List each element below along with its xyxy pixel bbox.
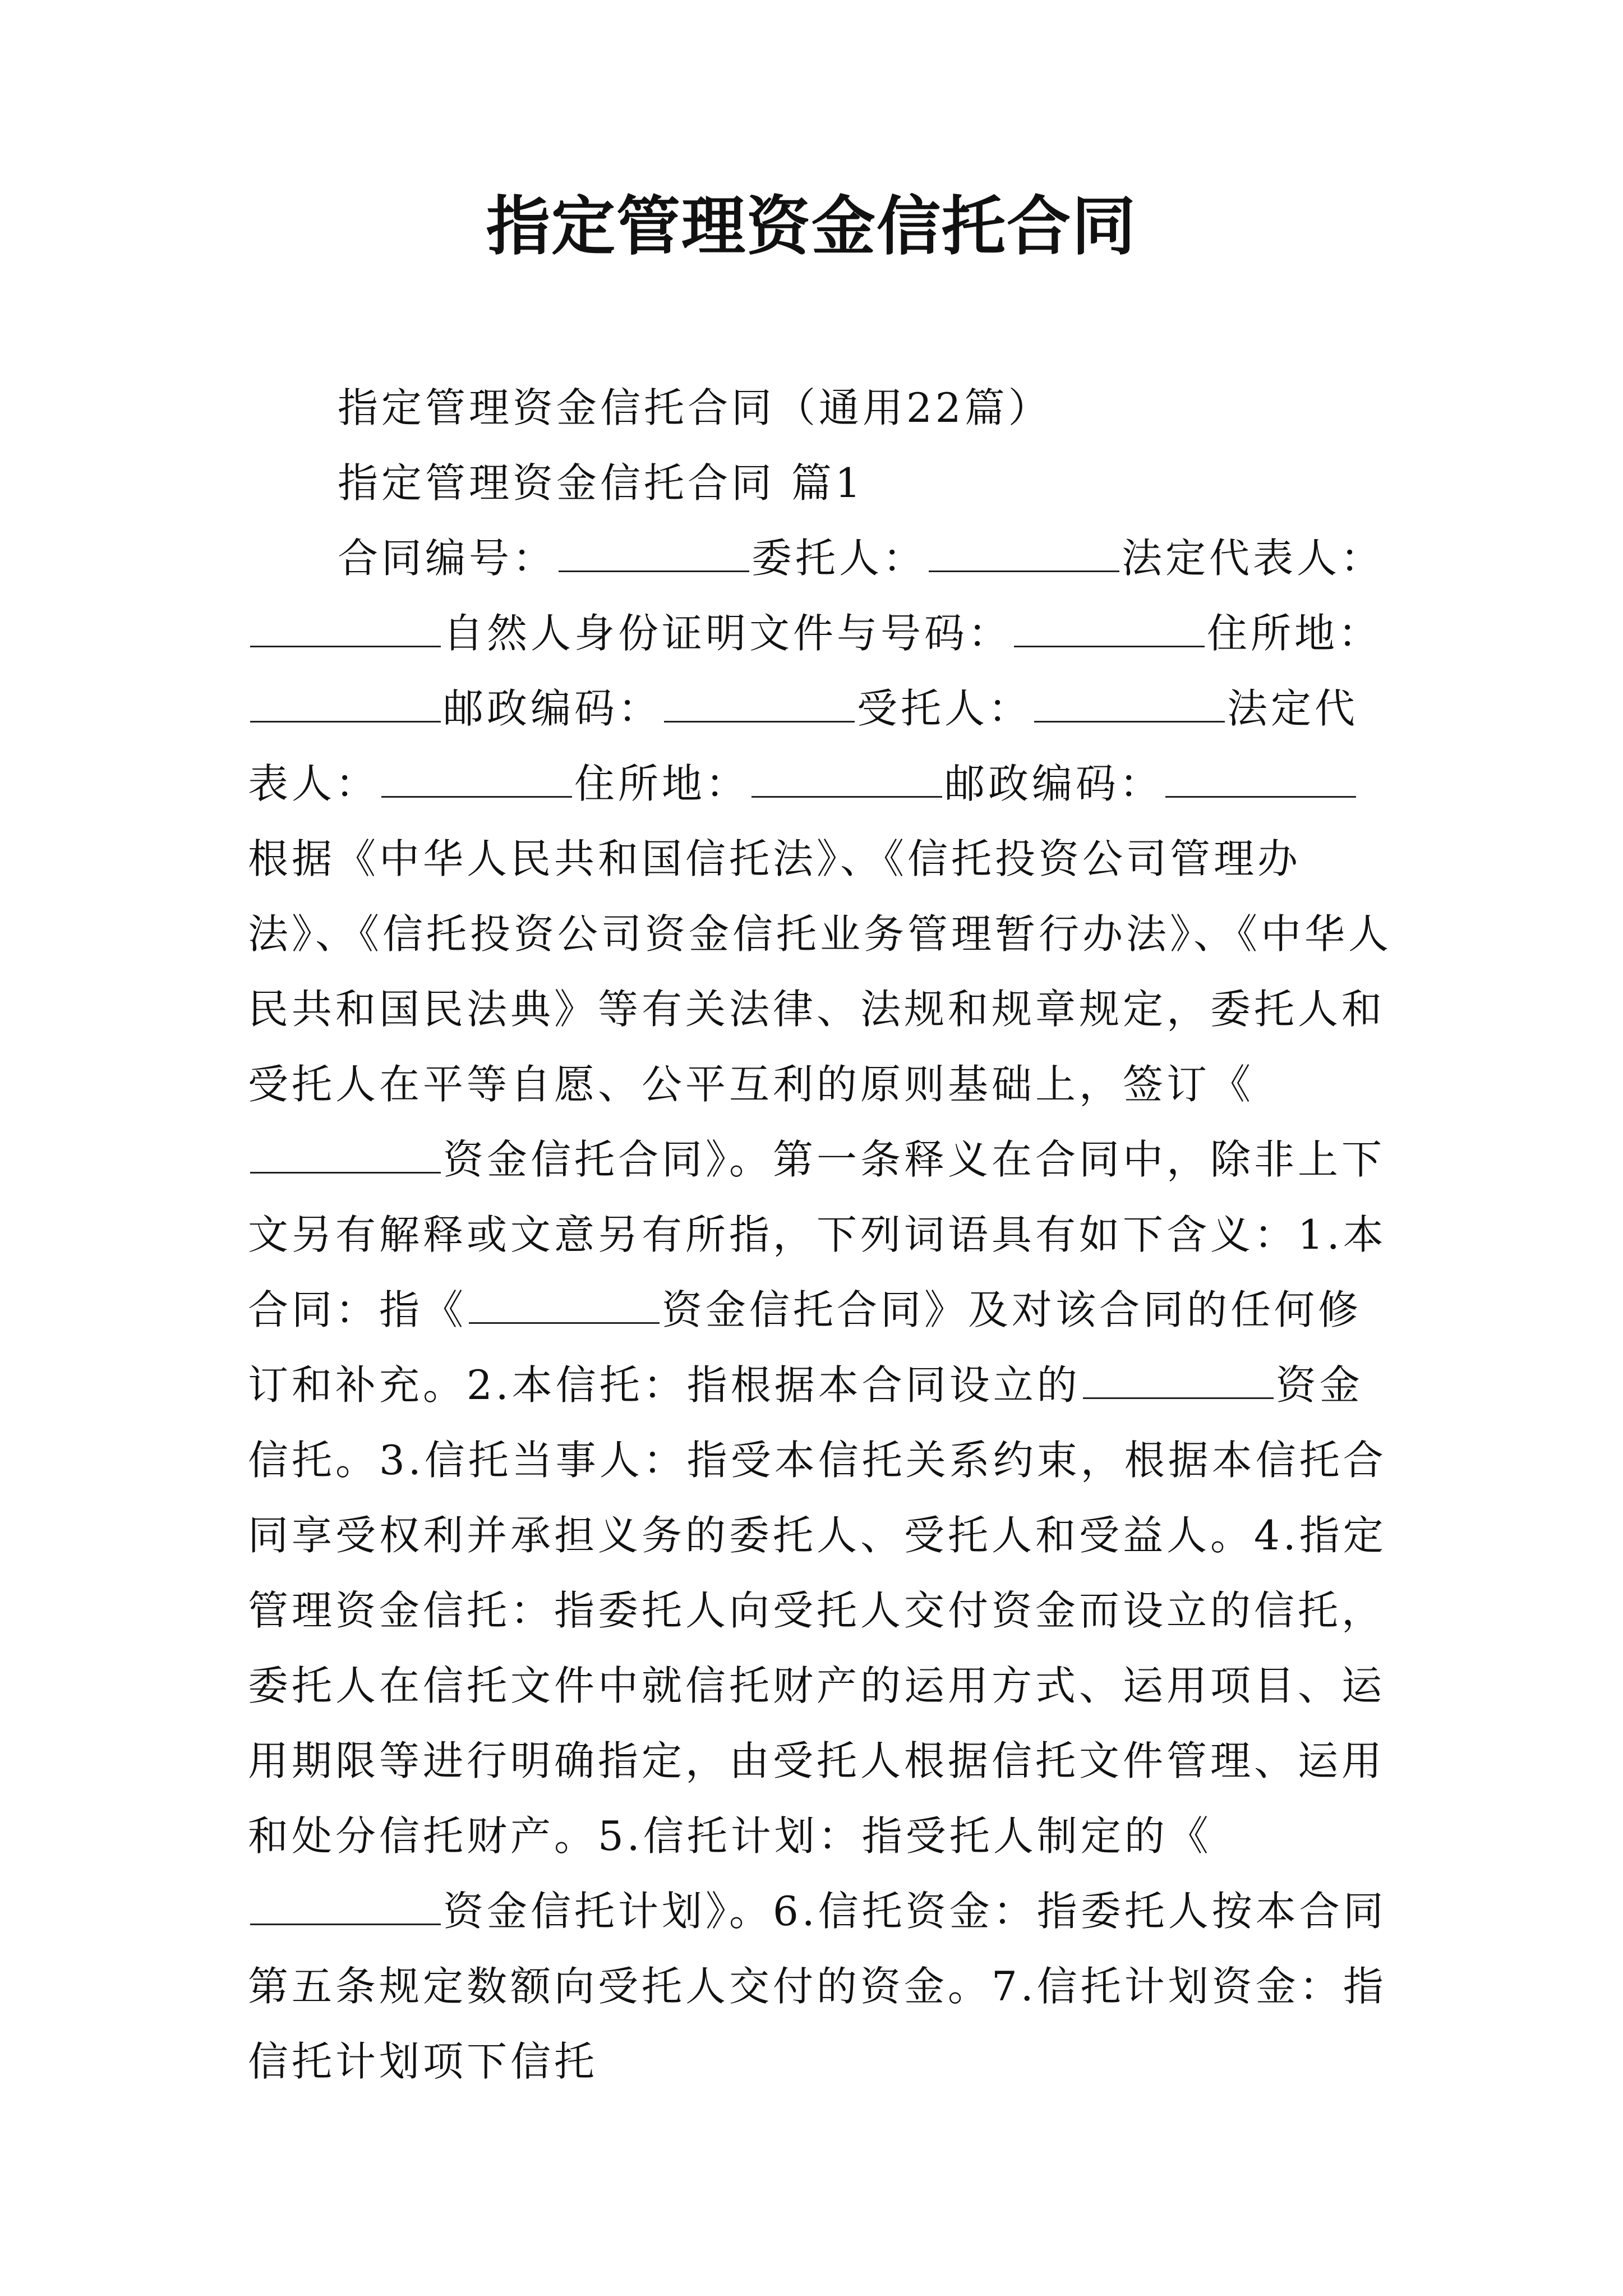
trustee-label: 受托人：	[857, 685, 1032, 732]
body-paragraph	[248, 821, 1392, 2099]
body-text-2: 资金信托合同》。第一条释义在合同中，除非上下文另有解释或文意另有所指，下列词语具有如下含义：1.本合同：指《	[248, 1136, 1387, 1333]
document-body	[248, 370, 1392, 2099]
section-heading: 指定管理资金信托合同 篇1	[338, 459, 864, 507]
contract-name-blank	[250, 1136, 441, 1174]
postcode2-blank	[1165, 760, 1356, 798]
legal-rep2-label: 法定代表人：	[248, 685, 1359, 807]
entrustor-label: 委托人：	[751, 535, 927, 582]
parties-block	[248, 521, 1392, 821]
document-title: 指定管理资金信托合同	[486, 188, 1137, 264]
plan-name-blank	[250, 1888, 441, 1925]
legal-rep-blank	[250, 610, 441, 647]
address-blank	[250, 685, 441, 723]
contract-name-blank-2	[469, 1286, 660, 1324]
legal-rep-label: 法定代表人：	[1122, 535, 1385, 582]
postcode-label: 邮政编码：	[443, 685, 662, 732]
document-subtitle: 指定管理资金信托合同（通用22篇）	[338, 384, 1052, 431]
contract-no-blank	[559, 535, 749, 572]
trustee-blank	[1034, 685, 1225, 723]
body-text-5: 资金信托计划》。6.信托资金：指委托人按本合同第五条规定数额向受托人交付的资金。7.信托计划资金：指信托计划项下信托	[248, 1888, 1387, 2085]
address-label: 住所地：	[1207, 610, 1382, 657]
postcode2-label: 邮政编码：	[944, 760, 1164, 807]
contract-no-label: 合同编号：	[338, 535, 557, 582]
address2-blank	[751, 760, 942, 798]
id-label: 自然人身份证明文件与号码：	[443, 610, 1012, 657]
body-text-3: 资金信托合同》及对该合同的任何修订和补充。2.本信托：指根据本合同设立的	[248, 1286, 1362, 1409]
body-text-4: 资金信托。3.信托当事人：指受本信托关系约束，根据本信托合同享受权利并承担义务的委托人、受托人和受益人。4.指定管理资金信托：指委托人向受托人交付资金而设立的信托，委托人在信托文件中就信托财产的运用方式、运用项目、运用期限等进行明确指定，由受托人根据信托文件管理、运用和处分信托财产。5.信托计划：指受托人制定的《	[248, 1361, 1387, 1860]
legal-rep2-blank	[381, 760, 572, 798]
id-blank	[1014, 610, 1205, 647]
body-text-1: 根据《中华人民共和国信托法》、《信托投资公司管理办法》、《信托投资公司资金信托业务管理暂行办法》、《中华人民共和国民法典》等有关法律、法规和规章规定，委托人和受托人在平等自愿、公平互利的原则基础上，签订《	[248, 835, 1393, 1108]
trust-name-blank	[1083, 1361, 1274, 1399]
address2-label: 住所地：	[574, 760, 750, 807]
postcode-blank	[664, 685, 855, 723]
entrustor-blank	[929, 535, 1119, 572]
